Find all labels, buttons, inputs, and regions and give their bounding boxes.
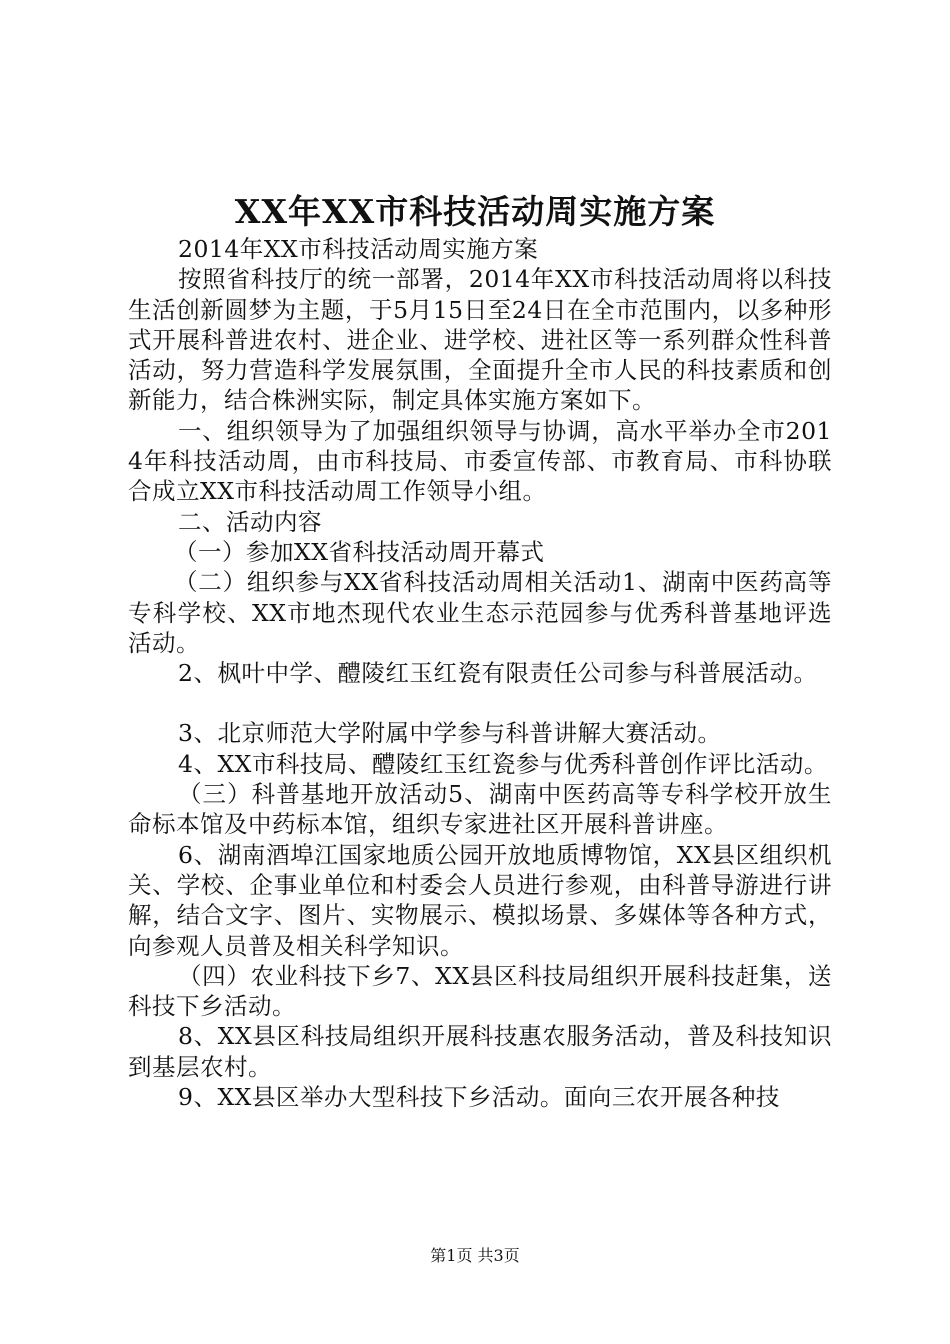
list-item: 9、XX县区举办大型科技下乡活动。面向三农开展各种技 — [178, 1083, 780, 1112]
list-item: 8、XX县区科技局组织开展科技惠农服务活动，普及科技知识到基层农村。 — [128, 1022, 832, 1081]
paragraph: （四）农业科技下乡7、XX县区科技局组织开展科技赶集，送科技下乡活动。 — [128, 961, 832, 1021]
section-heading: 二、活动内容 — [178, 507, 322, 536]
list-item: 4、XX市科技局、醴陵红玉红瓷参与优秀科普创作评比活动。 — [178, 749, 828, 778]
paragraph: 按照省科技厅的统一部署，2014年XX市科技活动周将以科技生活创新圆梦为主题，于5月15日至24日在全市范围内，以多种形式开展科普进农村、进企业、进学校、进社区等一系列群众性科普活动，努力营造科学发展氛围，全面提升全市人民的科技素质和创新能力，结合株洲实际，制定具体实施方案如下。 — [128, 265, 832, 415]
paragraph: （三）科普基地开放活动5、湖南中医药高等专科学校开放生命标本馆及中药标本馆，组织专家进社区开展科普讲座。 — [128, 780, 832, 839]
document-body — [128, 234, 832, 1112]
page-footer: 第1页 共3页 — [430, 1246, 520, 1265]
paragraph: 2014年XX市科技活动周实施方案 — [178, 235, 539, 263]
paragraph: （二）组织参与XX省科技活动周相关活动1、湖南中医药高等专科学校、XX市地杰现代农业生态示范园参与优秀科普基地评选活动。 — [128, 568, 832, 657]
list-item: 3、北京师范大学附属中学参与科普讲解大赛活动。 — [178, 719, 722, 748]
document-title: XX年XX市科技活动周实施方案 — [234, 192, 716, 231]
subsection-heading: （一）参加XX省科技活动周开幕式 — [174, 537, 545, 566]
list-item: 6、湖南酒埠江国家地质公园开放地质博物馆，XX县区组织机关、学校、企事业单位和村委会人员进行参观，由科普导游进行讲解，结合文字、图片、实物展示、模拟场景、多媒体等各种方式，向参观人员普及相关科学知识。 — [128, 840, 832, 960]
paragraph: 一、组织领导为了加强组织领导与协调，高水平举办全市2014年科技活动周，由市科技局、市委宣传部、市教育局、市科协联合成立XX市科技活动周工作领导小组。 — [128, 416, 832, 506]
list-item: 2、枫叶中学、醴陵红玉红瓷有限责任公司参与科普展活动。 — [178, 659, 818, 688]
